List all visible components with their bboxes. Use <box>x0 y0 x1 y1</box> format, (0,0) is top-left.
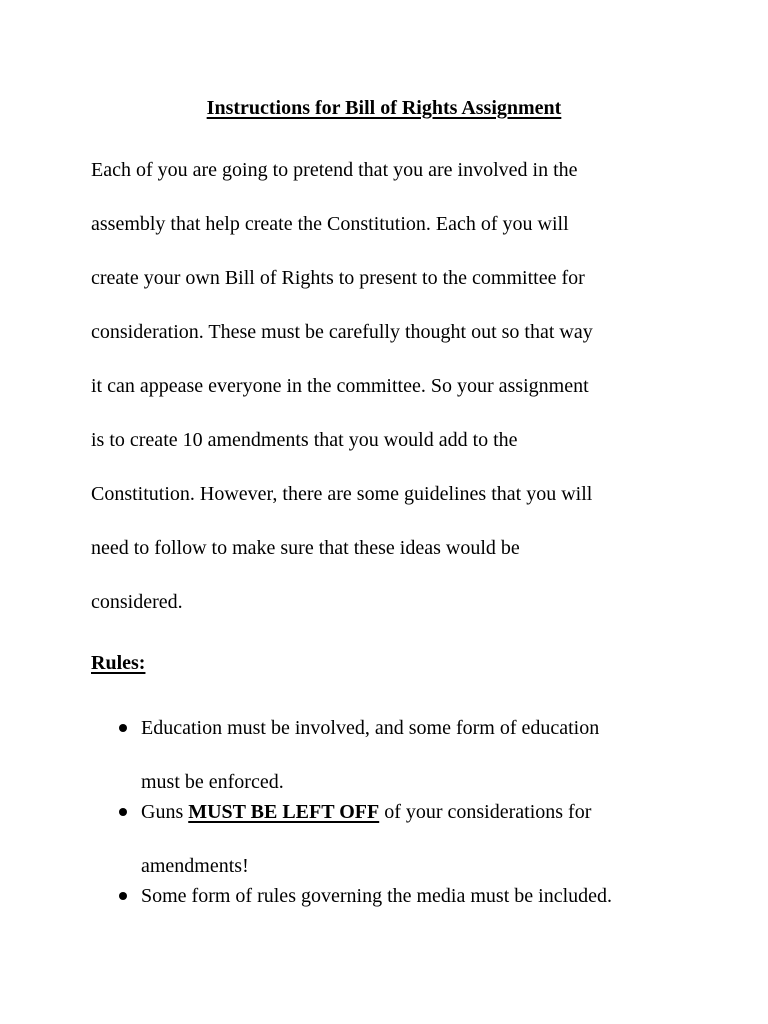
bullet-icon <box>119 892 127 900</box>
paragraph-line: need to follow to make sure that these ideas would be <box>91 537 520 559</box>
bullet-icon <box>119 808 127 816</box>
rule-text-prefix: Guns <box>141 801 189 823</box>
paragraph-line: assembly that help create the Constitution. Each of you will <box>91 213 569 235</box>
paragraph-line: Constitution. However, there are some guidelines that you will <box>91 483 593 505</box>
rule-emphasis: MUST BE LEFT OFF <box>188 801 380 823</box>
paragraph-line: considered. <box>91 591 183 613</box>
bullet-icon <box>119 724 127 732</box>
rule-text-line: must be enforced. <box>141 771 284 793</box>
rules-heading: Rules: <box>91 652 146 674</box>
paragraph-line: is to create 10 amendments that you would add to the <box>91 429 518 451</box>
paragraph-line: create your own Bill of Rights to present to the committee for <box>91 267 585 289</box>
paragraph-line: consideration. These must be carefully thought out so that way <box>91 321 593 343</box>
rule-text-line: amendments! <box>141 855 249 877</box>
rule-text-line: Education must be involved, and some form of education <box>141 717 600 739</box>
rule-text-suffix: of your considerations for <box>379 801 592 823</box>
rule-text-line <box>141 797 591 827</box>
document-title: Instructions for Bill of Rights Assignment <box>206 97 562 119</box>
paragraph-line: Each of you are going to pretend that you are involved in the <box>91 159 578 181</box>
rule-text-line: Some form of rules governing the media must be included. <box>141 885 613 907</box>
paragraph-line: it can appease everyone in the committee. So your assignment <box>91 375 589 397</box>
instructions-paragraph <box>91 152 711 638</box>
